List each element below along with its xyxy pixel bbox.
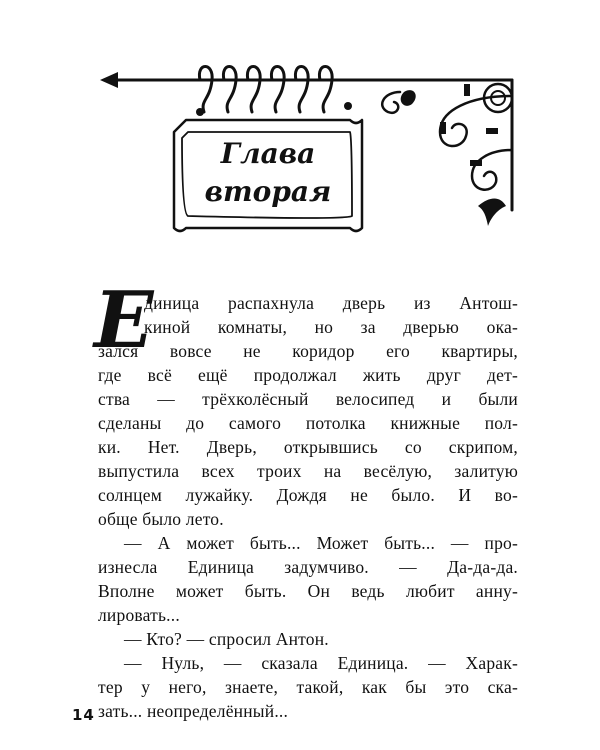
text-line: — Нуль, — сказала Единица. — Харак- — [124, 653, 518, 673]
chapter-text — [98, 291, 518, 723]
text-line: выпустила всех троих на весёлую, залитую — [98, 461, 518, 481]
arrow-head — [100, 72, 118, 88]
text-line: где всё ещё продолжал жить друг дет- — [98, 365, 518, 385]
text-line: — Кто? — спросил Антон. — [124, 629, 329, 649]
text-line: — А может быть... Может быть... — про- — [124, 533, 518, 553]
text-line: изнесла Единица задумчиво. — Да-да-да. — [98, 557, 518, 577]
text-line: ства — трёхколёсный велосипед и были — [98, 389, 518, 409]
text-line: ки. Нет. Дверь, открывшись со скрипом, — [98, 437, 518, 457]
text-line: киной комнаты, но за дверью ока- — [144, 317, 518, 337]
text-line: солнцем лужайку. Дождя не было. И во- — [98, 485, 518, 505]
page-number: 14 — [72, 706, 95, 724]
drop-cap: Е — [94, 275, 154, 366]
chapter-title-line1: Глава — [220, 137, 316, 170]
text-line: зать... неопределённый... — [98, 701, 289, 721]
text-line: лировать... — [98, 605, 180, 625]
chapter-ornament — [0, 0, 600, 260]
chapter-title — [188, 135, 348, 211]
text-line: сделаны до самого потолка книжные пол- — [98, 413, 518, 433]
chapter-title-line2: вторая — [204, 175, 332, 208]
text-line: обще было лето. — [98, 509, 224, 529]
text-line: диница распахнула дверь из Антош- — [144, 293, 518, 313]
text-line: Вполне может быть. Он ведь любит анну- — [98, 581, 518, 601]
text-line: тер у него, знаете, такой, как бы это ска- — [98, 677, 518, 697]
text-line: зался вовсе не коридор его квартиры, — [98, 341, 518, 361]
